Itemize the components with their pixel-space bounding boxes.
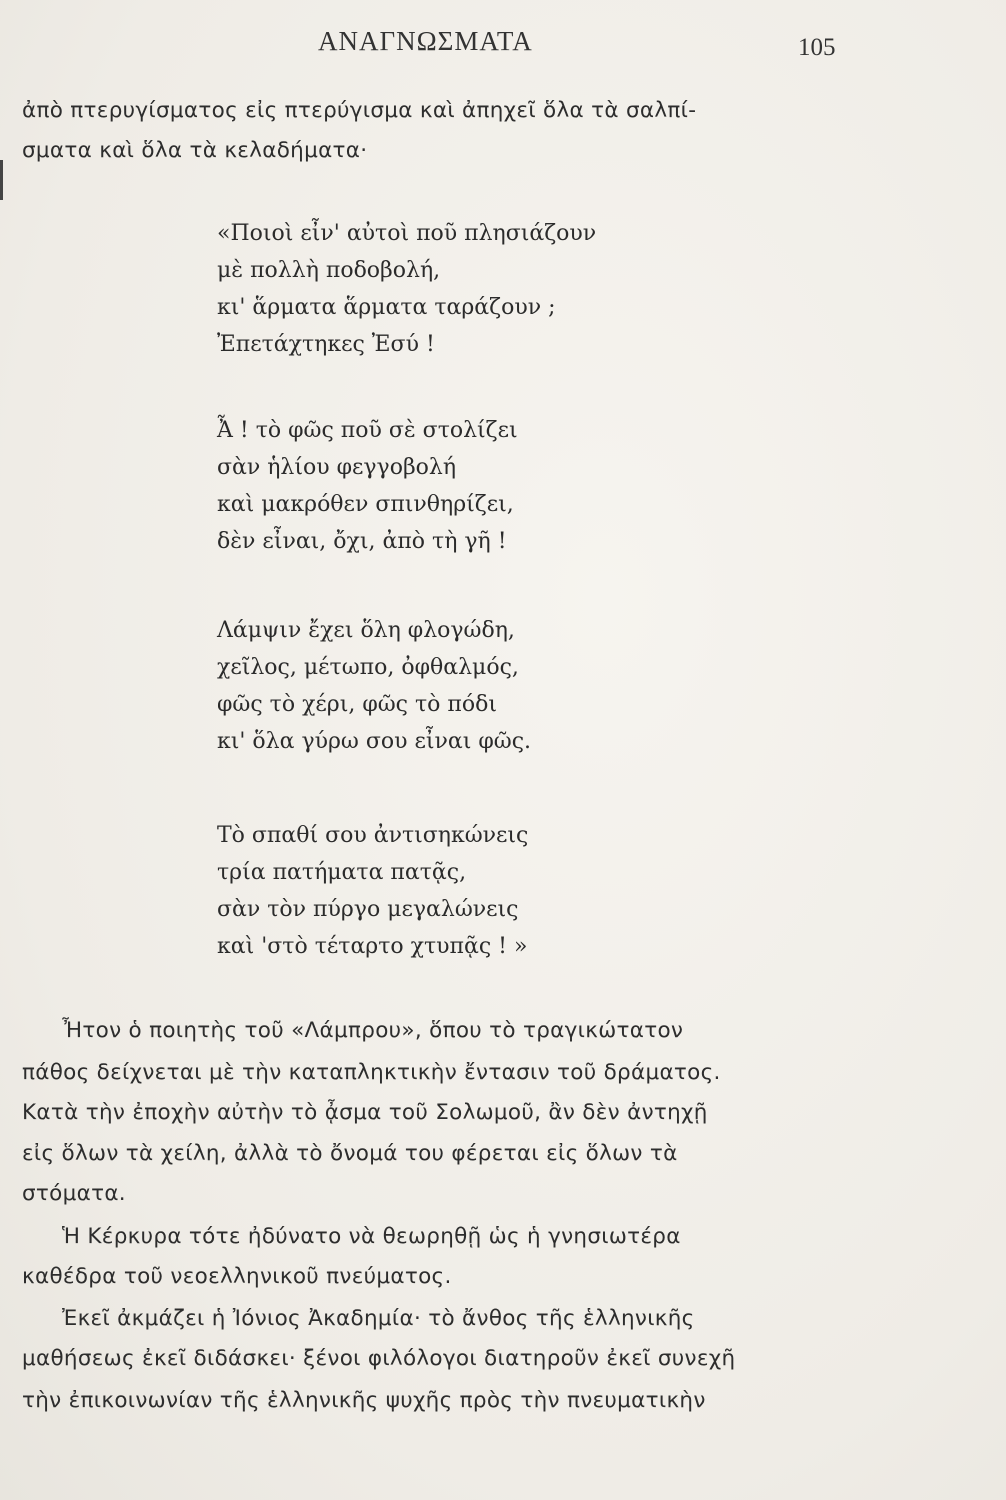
prose-line-1	[62, 1018, 840, 1043]
verse-line: τρία πατήματα πατᾷς,	[217, 860, 467, 885]
intro-line-2: σματα καὶ ὅλα τὰ κελαδήματα·	[22, 138, 368, 163]
prose-line-4: εἰς ὅλων τὰ χείλη, ἀλλὰ τὸ ὄνομά του φέρεται εἰς ὅλων τὰ	[22, 1141, 678, 1166]
verse-line: κι' ὅλα γύρω σου εἶναι φῶς.	[217, 729, 532, 754]
poem-stanza-2	[217, 412, 677, 560]
verse-line: Λάμψιν ἔχει ὅλη φλογώδη,	[217, 618, 515, 643]
prose-line-2: πάθος δείχνεται μὲ τὴν καταπληκτικὴν ἔντασιν τοῦ δράματος.	[22, 1060, 721, 1085]
verse-line: Ἆ ! τὸ φῶς ποῦ σὲ στολίζει	[217, 418, 518, 443]
page-number: 105	[798, 34, 836, 61]
prose-line-1-text: Ἦτον ὁ ποιητὴς τοῦ «Λάμπρου», ὅπου τὸ τραγικώτατον	[62, 1018, 684, 1043]
verse-line: Τὸ σπαθί σου ἀντισηκώνεις	[217, 823, 529, 848]
verse-line: φῶς τὸ χέρι, φῶς τὸ πόδι	[217, 692, 497, 717]
verse-line: σὰν ἡλίου φεγγοβολή	[217, 455, 457, 480]
intro-line-1	[22, 98, 848, 123]
prose-line-9: μαθήσεως ἐκεῖ διδάσκει· ξένοι φιλόλογοι διατηροῦν ἐκεῖ συνεχῆ	[22, 1346, 736, 1371]
verse-line: χεῖλος, μέτωπο, ὀφθαλμός,	[217, 655, 519, 680]
poem-stanza-4	[217, 817, 677, 965]
poem-stanza-3	[217, 612, 677, 760]
running-title: ΑΝΑΓΝΩΣΜΑΤΑ	[318, 26, 533, 56]
page-header	[0, 22, 1006, 62]
prose-line-3: Κατὰ τὴν ἐποχὴν αὐτὴν τὸ ᾆσμα τοῦ Σολωμοῦ, ἂν δὲν ἀντηχῇ	[22, 1100, 708, 1125]
verse-line: καὶ 'στὸ τέταρτο χτυπᾷς ! »	[217, 934, 528, 959]
poem-stanza-1	[217, 215, 677, 363]
verse-line: σὰν τὸν πύργο μεγαλώνεις	[217, 897, 519, 922]
verse-line: «Ποιοὶ εἶν' αὐτοὶ ποῦ πλησιάζουν	[217, 221, 597, 246]
prose-line-8: Ἐκεῖ ἀκμάζει ἡ Ἰόνιος Ἀκαδημία· τὸ ἄνθος τῆς ἑλληνικῆς	[62, 1306, 695, 1331]
verse-line: κι' ἅρματα ἅρματα ταράζουν ;	[217, 295, 556, 320]
prose-line-5: στόματα.	[22, 1181, 126, 1206]
verse-line: δὲν εἶναι, ὄχι, ἀπὸ τὴ γῆ !	[217, 529, 507, 554]
verse-line: Ἐπετάχτηκες Ἐσύ !	[217, 332, 435, 357]
page-edge-mark	[0, 160, 3, 200]
verse-line: μὲ πολλὴ ποδοβολή,	[217, 258, 441, 283]
intro-line-1-text: ἀπὸ πτερυγίσματος εἰς πτερύγισμα καὶ ἀπηχεῖ ὅλα τὰ σαλπί-	[22, 98, 697, 123]
prose-line-6: Ἡ Κέρκυρα τότε ἠδύνατο νὰ θεωρηθῇ ὡς ἡ γνησιωτέρα	[62, 1224, 681, 1249]
verse-line: καὶ μακρόθεν σπινθηρίζει,	[217, 492, 514, 517]
prose-line-7: καθέδρα τοῦ νεοελληνικοῦ πνεύματος.	[22, 1264, 452, 1289]
prose-line-10: τὴν ἐπικοινωνίαν τῆς ἑλληνικῆς ψυχῆς πρὸς τὴν πνευματικὴν	[22, 1388, 706, 1413]
